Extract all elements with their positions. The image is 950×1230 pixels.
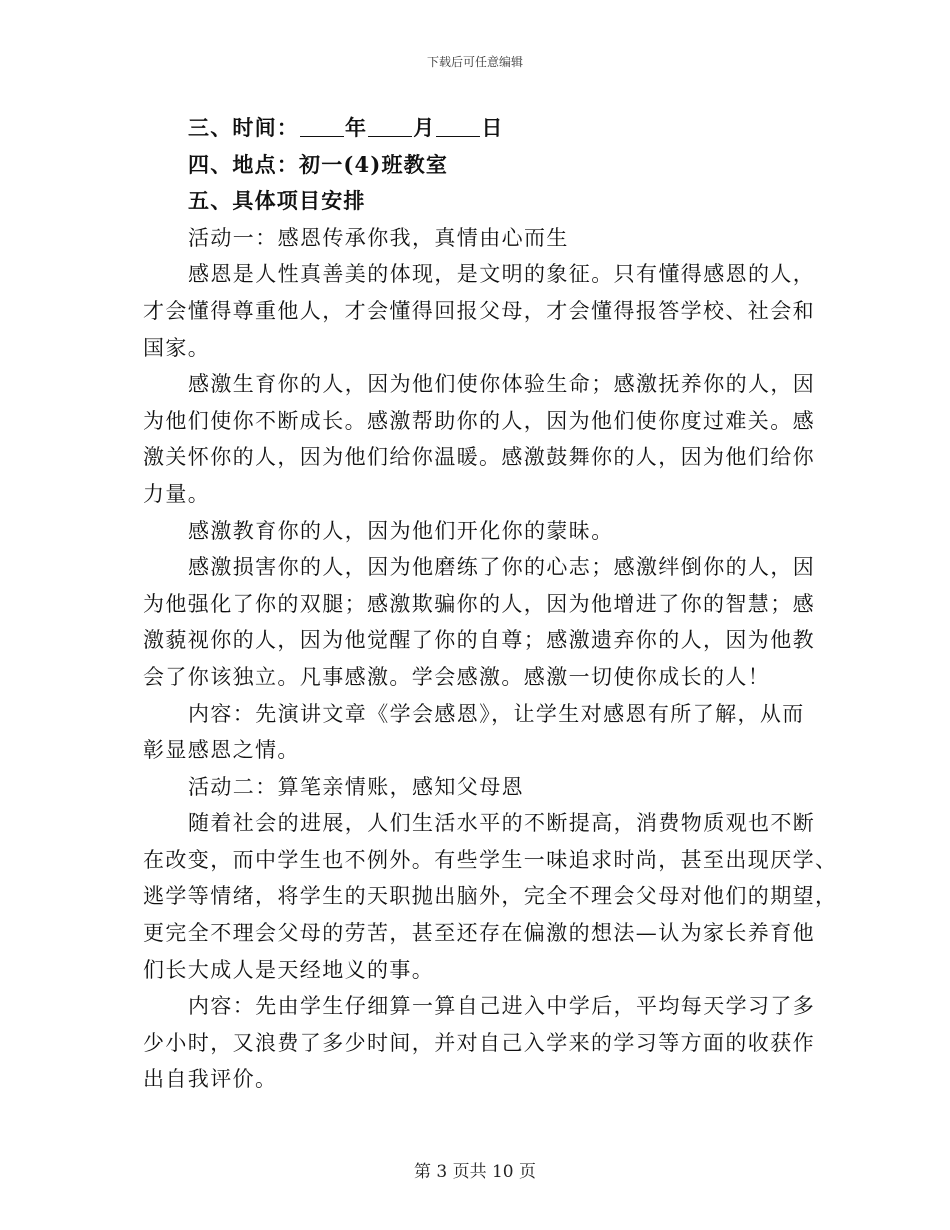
page-header: 下载后可任意编辑 bbox=[426, 55, 523, 69]
activity-two-title: 活动二：算笔亲情账，感知父母恩 bbox=[188, 774, 524, 799]
text-line: 随着社会的进展，人们生活水平的不断提高，消费物质观也不断 bbox=[188, 811, 816, 836]
document-body bbox=[143, 110, 838, 1098]
month-blank bbox=[368, 116, 412, 137]
day-blank bbox=[436, 116, 480, 137]
text-line: 彰显感恩之情。 bbox=[143, 738, 300, 763]
text-line: 更完全不理会父母的劳苦，甚至还存在偏激的想法—认为家长养育他 bbox=[143, 921, 815, 946]
text-line: 激关怀你的人，因为他们给你温暖。感激鼓舞你的人，因为他们给你 bbox=[143, 445, 815, 470]
text-line: 出自我评价。 bbox=[143, 1067, 278, 1092]
month-label: 月 bbox=[413, 115, 436, 140]
page-footer: 第 3 页共 10 页 bbox=[413, 1162, 537, 1182]
text-line: 才会懂得尊重他人，才会懂得回报父母，才会懂得报答学校、社会和 bbox=[143, 298, 815, 323]
text-line: 感激生育你的人，因为他们使你体验生命；感激抚养你的人，因 bbox=[188, 372, 816, 397]
text-line: 激藐视你的人，因为他觉醒了你的自尊；感激遗弃你的人，因为他教 bbox=[143, 628, 815, 653]
year-label: 年 bbox=[345, 115, 368, 140]
text-line: 会了你该独立。凡事感激。学会感激。感激一切使你成长的人！ bbox=[143, 664, 771, 689]
text-line: 少小时，又浪费了多少时间，并对自己入学来的学习等方面的收获作 bbox=[143, 1030, 815, 1055]
section-time-label: 三、时间： bbox=[188, 115, 299, 140]
text-line: 在改变，而中学生也不例外。有些学生一味追求时尚，甚至出现厌学、 bbox=[143, 847, 838, 872]
year-blank bbox=[300, 116, 344, 137]
text-line: 感激教育你的人，因为他们开化你的蒙昧。 bbox=[188, 518, 614, 543]
text-line: 们长大成人是天经地义的事。 bbox=[143, 957, 435, 982]
text-line: 为他们使你不断成长。感激帮助你的人，因为他们使你度过难关。感 bbox=[143, 408, 815, 433]
section-time bbox=[143, 110, 803, 147]
text-line: 国家。 bbox=[143, 335, 211, 360]
content-line: 内容：先由学生仔细算一算自己进入中学后，平均每天学习了多 bbox=[188, 994, 816, 1019]
text-line: 力量。 bbox=[143, 481, 211, 506]
section-location: 四、地点：初一(4)班教室 bbox=[188, 151, 449, 177]
text-line: 逃学等情绪，将学生的天职抛出脑外，完全不理会父母对他们的期望， bbox=[143, 884, 838, 909]
text-line: 为他强化了你的双腿；感激欺骗你的人，因为他增进了你的智慧；感 bbox=[143, 591, 815, 616]
activity-one-title: 活动一：感恩传承你我，真情由心而生 bbox=[188, 225, 569, 250]
content-line: 内容：先演讲文章《学会感恩》，让学生对感恩有所了解，从而 bbox=[188, 701, 805, 726]
day-label: 日 bbox=[481, 115, 504, 140]
text-line: 感恩是人性真善美的体现，是文明的象征。只有懂得感恩的人， bbox=[188, 262, 816, 287]
section-arrangement: 五、具体项目安排 bbox=[188, 188, 366, 214]
text-line: 感激损害你的人，因为他磨练了你的心志；感激绊倒你的人，因 bbox=[188, 555, 816, 580]
